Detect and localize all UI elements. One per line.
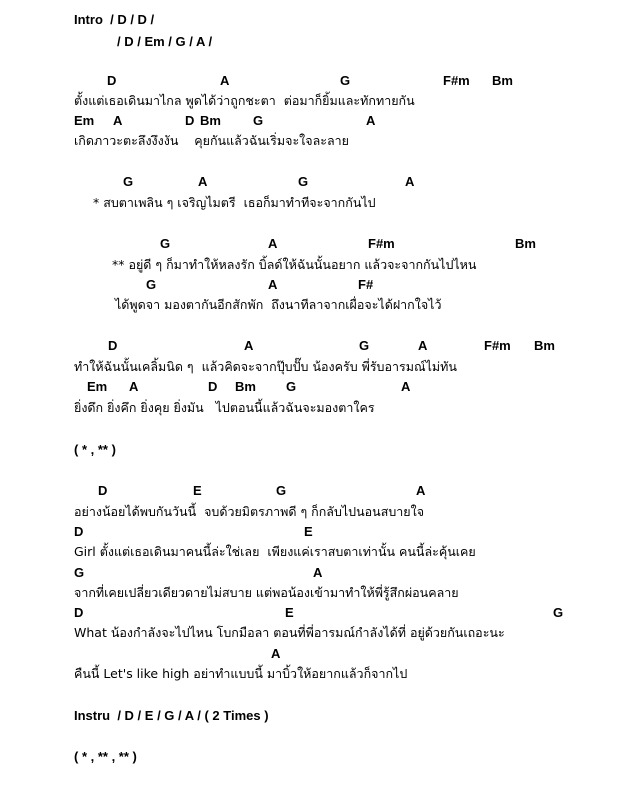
lyric-line: Girl ตั้งแต่เธอเดินมาคนนี้ล่ะใช่เลย เพียงแค่เราสบตาเท่านั้น คนนี้ล่ะคุ้นเคย [74,544,476,559]
chord: Bm [235,379,256,394]
chord: Bm [492,73,513,88]
lyric-line: ตั้งแต่เธอเดินมาไกล พูดได้ว่าถูกชะตา ต่อมาก็ยิ้มและทักทายกัน [74,93,415,108]
chord: G [276,483,287,498]
intro-line: Intro / D / D / [74,12,155,27]
lyric-line: จากที่เคยเปลี่ยวเดียวดายไม่สบาย แต่พอน้องเข้ามาทำให้พี่รู้สึกผ่อนคลาย [74,585,459,600]
chord: G [298,174,309,189]
chord: G [253,113,264,128]
chord: A [271,646,281,661]
chord: D [185,113,195,128]
chord: G [123,174,134,189]
repeat-marker: ( * , ** ) [74,442,116,457]
lyric-line: ยิ่งดึก ยิ่งคึก ยิ่งคุย ยิ่งมัน ไปตอนนี้แล้วฉันจะมองตาใคร [74,400,375,415]
repeat-marker: ( * , ** , ** ) [74,749,137,764]
chord: A [129,379,139,394]
lyric-line: เกิดภาวะตะลึงงึงงัน คุยกันแล้วฉันเริ่มจะใจละลาย [74,133,349,148]
chord: Bm [534,338,555,353]
chord: Bm [200,113,221,128]
lyric-line: ได้พูดจา มองตากันอีกสักพัก ถึงนาทีลาจากเผื่อจะได้ฝากใจไว้ [115,297,442,312]
chord: A [366,113,376,128]
chord: G [160,236,171,251]
chord: F# [358,277,374,292]
chord: D [208,379,218,394]
chord: Em [87,379,108,394]
chord: G [359,338,370,353]
chord: F#m [368,236,395,251]
chord: A [418,338,428,353]
chord: E [193,483,202,498]
instrumental-line: Instru / D / E / G / A / ( 2 Times ) [74,708,269,723]
chord: A [405,174,415,189]
chord: G [340,73,351,88]
chord: A [416,483,426,498]
lyric-line: คืนนี้ Let's like high อย่าทำแบบนี้ มาบิ้วให้อยากแล้วก็จากไป [74,666,408,681]
lyric-line: * สบตาเพลิน ๆ เจริญไมตรี เธอก็มาทำทีจะจากกันไป [93,195,376,210]
chord: A [198,174,208,189]
chord: A [220,73,230,88]
lyric-line: ทำให้ฉันนั้นเคลิ้มนิด ๆ แล้วคิดจะจากปุ๊บปั๊บ น้องครับ พี่รับอารมณ์ไม่ทัน [74,359,457,374]
chord: D [74,524,84,539]
chord: D [108,338,118,353]
lyric-line: อย่างน้อยได้พบกันวันนี้ จบด้วยมิตรภาพดี ๆ ก็กลับไปนอนสบายใจ [74,504,425,519]
chord: A [313,565,323,580]
lyric-line: What น้องกำลังจะไปไหน โบกมือลา ตอนที่พี่อารมณ์กำลังได้ที่ อยู่ด้วยกันเถอะนะ [74,625,505,640]
chord: D [98,483,108,498]
chord: A [268,277,278,292]
chord: D [74,605,84,620]
chord: A [244,338,254,353]
chord: E [304,524,313,539]
chord: D [107,73,117,88]
chord: F#m [443,73,470,88]
chord: G [74,565,85,580]
chord: Em [74,113,95,128]
chord: A [113,113,123,128]
lyric-line: ** อยู่ดี ๆ ก็มาทำให้หลงรัก บิ้ลด์ให้ฉันนั้นอยาก แล้วจะจากกันไปไหน [112,257,477,272]
chord: F#m [484,338,511,353]
chord: G [286,379,297,394]
chord: Bm [515,236,536,251]
chord: A [268,236,278,251]
chord: E [285,605,294,620]
intro-line: / D / Em / G / A / [117,34,213,49]
chord: G [553,605,564,620]
chord: A [401,379,411,394]
chord: G [146,277,157,292]
